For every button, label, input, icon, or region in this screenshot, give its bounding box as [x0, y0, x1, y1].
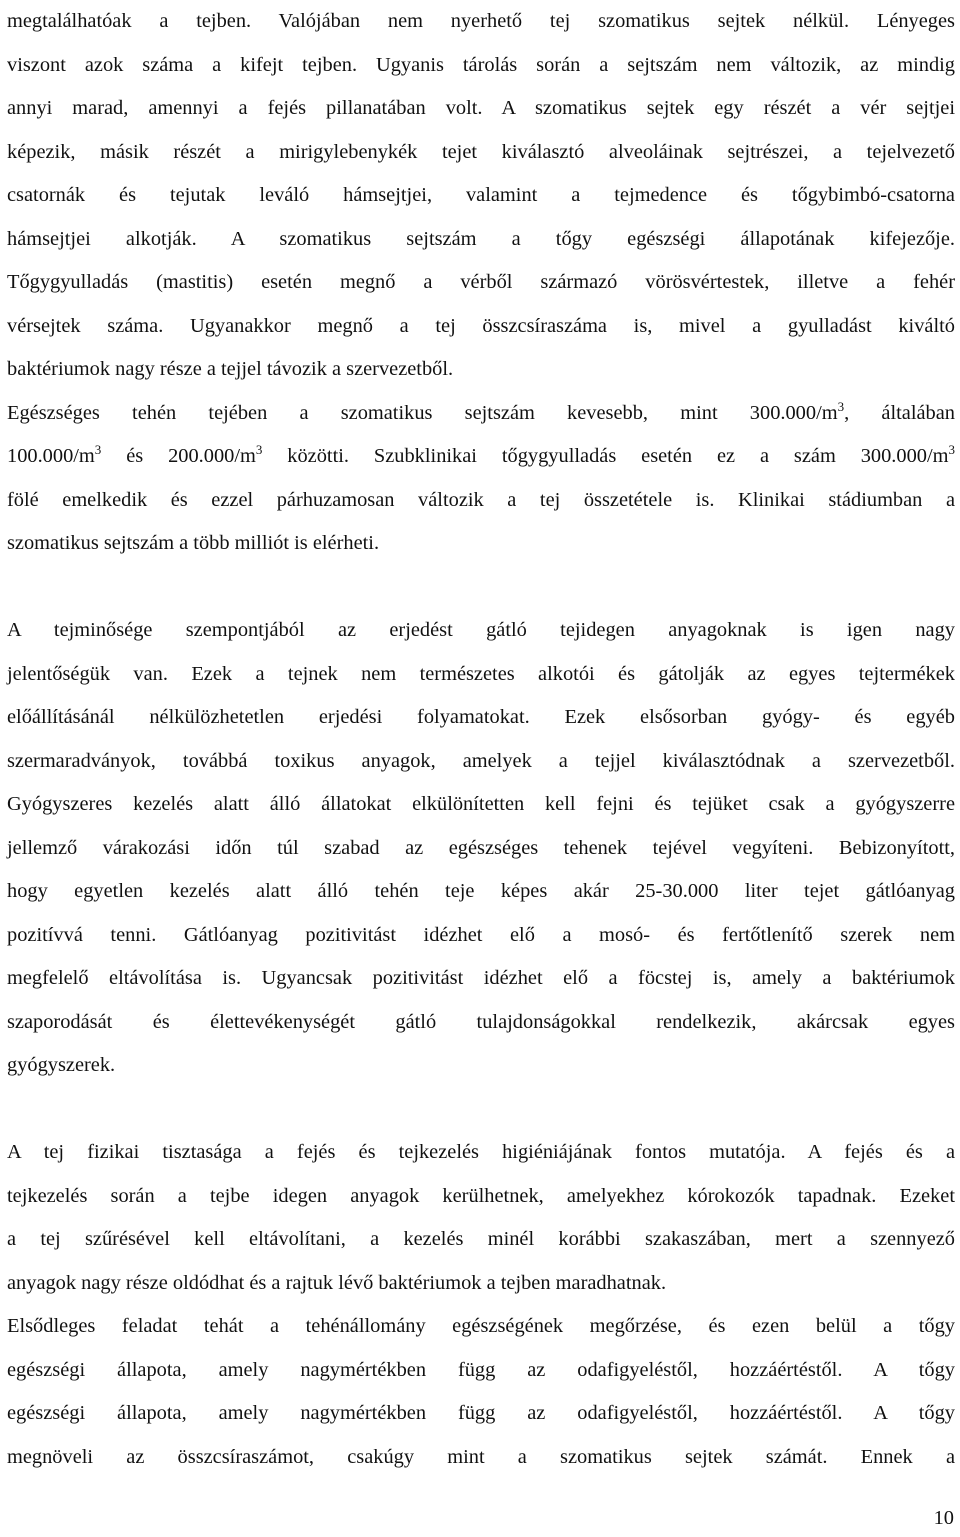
text-line: anyagok nagy része oldódhat és a rajtuk lévő baktériumok a tejben maradhatnak.: [7, 1271, 667, 1294]
text-line: [7, 435, 955, 479]
text-line: annyi marad, amennyi a fejés pillanatában volt. A szomatikus sejtek egy részét a vér sejtjei: [7, 97, 955, 119]
text-line: csatornák és tejutak leváló hámsejtjei, valamint a tejmedence és tőgybimbó-csatorna: [7, 184, 955, 206]
text-line: Tőgygyulladás (mastitis) esetén megnő a vérből származó vörösvértestek, illetve a fehér: [7, 271, 955, 293]
superscript: 3: [948, 442, 956, 457]
text-line: pozitívvá tenni. Gátlóanyag pozitivitást idézhet elő a mosó- és fertőtlenítő szerek nem: [7, 923, 955, 946]
text-line: hámsejtjei alkotják. A szomatikus sejtszám a tőgy egészségi állapotának kifejezője.: [7, 227, 955, 250]
text-line: szomatikus sejtszám a több milliót is elérheti.: [7, 532, 380, 554]
text-run: Egészséges tehén tejében a szomatikus sejtszám kevesebb, mint 300.000/m: [7, 401, 838, 424]
text-line: baktériumok nagy része a tejjel távozik a szervezetből.: [7, 358, 454, 380]
page-number: 10: [933, 1507, 954, 1529]
text-run: közötti. Szubklinikai tőgygyulladás esetén ez a szám 300.000/m: [262, 445, 949, 467]
document-page: [7, 0, 955, 1479]
paragraph-inhibitors: [7, 609, 955, 1088]
text-line: előállításánál nélkülözhetetlen erjedési folyamatokat. Ezek elsősorban gyógy- és egyéb: [7, 706, 955, 728]
text-line: jellemző várakozási időn túl szabad az egészséges tehenek tejével vegyíteni. Bebizonyított,: [7, 836, 955, 859]
superscript: 3: [94, 442, 102, 457]
text-run: és 200.000/m: [101, 445, 256, 467]
text-line: viszont azok száma a kifejt tejben. Ugyanis tárolás során a sejtszám nem változik, az mindig: [7, 53, 955, 76]
text-line: a tej szűrésével kell eltávolítani, a kezelés minél korábbi szakaszában, mert a szennyező: [7, 1228, 955, 1250]
text-line: gyógyszerek.: [7, 1054, 116, 1076]
paragraph-gap: [7, 566, 955, 610]
paragraph-healthy-cow: [7, 392, 955, 566]
text-line: szermaradványok, továbbá toxikus anyagok, amelyek a tejjel kiválasztódnak a szervezetből.: [7, 749, 955, 772]
paragraph-somatic-cells: [7, 0, 955, 392]
text-line: megtalálhatóak a tejben. Valójában nem nyerhető tej szomatikus sejtek nélkül. Lényeges: [7, 10, 955, 32]
text-line: hogy egyetlen kezelés alatt álló tehén teje képes akár 25-30.000 liter tejet gátlóanyag: [7, 880, 955, 902]
paragraph-primary-task: [7, 1305, 955, 1479]
text-line: tejkezelés során a tejbe idegen anyagok kerülhetnek, amelyekhez kórokozók tapadnak. Ezeket: [7, 1184, 955, 1207]
text-line: A tej fizikai tisztasága a fejés és tejkezelés higiéniájának fontos mutatója. A fejés és a: [7, 1141, 955, 1163]
superscript: 3: [837, 398, 845, 414]
text-line: Elsődleges feladat tehát a tehénállomány egészségének megőrzése, és ezen belül a tőgy: [7, 1315, 955, 1337]
text-line: vérsejtek száma. Ugyanakkor megnő a tej összcsíraszáma is, mivel a gyulladást kiváltó: [7, 314, 955, 337]
text-run: , általában: [844, 401, 955, 424]
text-line: jelentőségük van. Ezek a tejnek nem természetes alkotói és gátolják az egyes tejtermékek: [7, 662, 955, 685]
text-line: [7, 392, 955, 436]
text-run: 100.000/m: [7, 445, 95, 467]
text-line: A tejminősége szempontjából az erjedést gátló tejidegen anyagoknak is igen nagy: [7, 619, 955, 641]
text-line: képezik, másik részét a mirigylebenykék tejet kiválasztó alveoláinak sejtrészei, a tejelvezető: [7, 140, 955, 163]
superscript: 3: [255, 442, 263, 457]
text-line: egészségi állapota, amely nagymértékben függ az odafigyeléstől, hozzáértéstől. A tőgy: [7, 1402, 955, 1424]
text-line: Gyógyszeres kezelés alatt álló állatokat elkülönítetten kell fejni és tejüket csak a gyógyszerre: [7, 793, 955, 815]
paragraph-gap: [7, 1088, 955, 1132]
text-line: egészségi állapota, amely nagymértékben függ az odafigyeléstől, hozzáértéstől. A tőgy: [7, 1358, 955, 1381]
text-line: megfelelő eltávolítása is. Ugyancsak pozitivitást idézhet elő a föcstej is, amely a baktériumok: [7, 967, 955, 989]
text-line: megnöveli az összcsíraszámot, csakúgy mint a szomatikus sejtek számát. Ennek a: [7, 1445, 955, 1468]
text-line: szaporodását és élettevékenységét gátló tulajdonságokkal rendelkezik, akárcsak egyes: [7, 1010, 955, 1033]
paragraph-physical-purity: [7, 1131, 955, 1305]
text-line: fölé emelkedik és ezzel párhuzamosan változik a tej összetétele is. Klinikai stádiumban a: [7, 488, 955, 511]
